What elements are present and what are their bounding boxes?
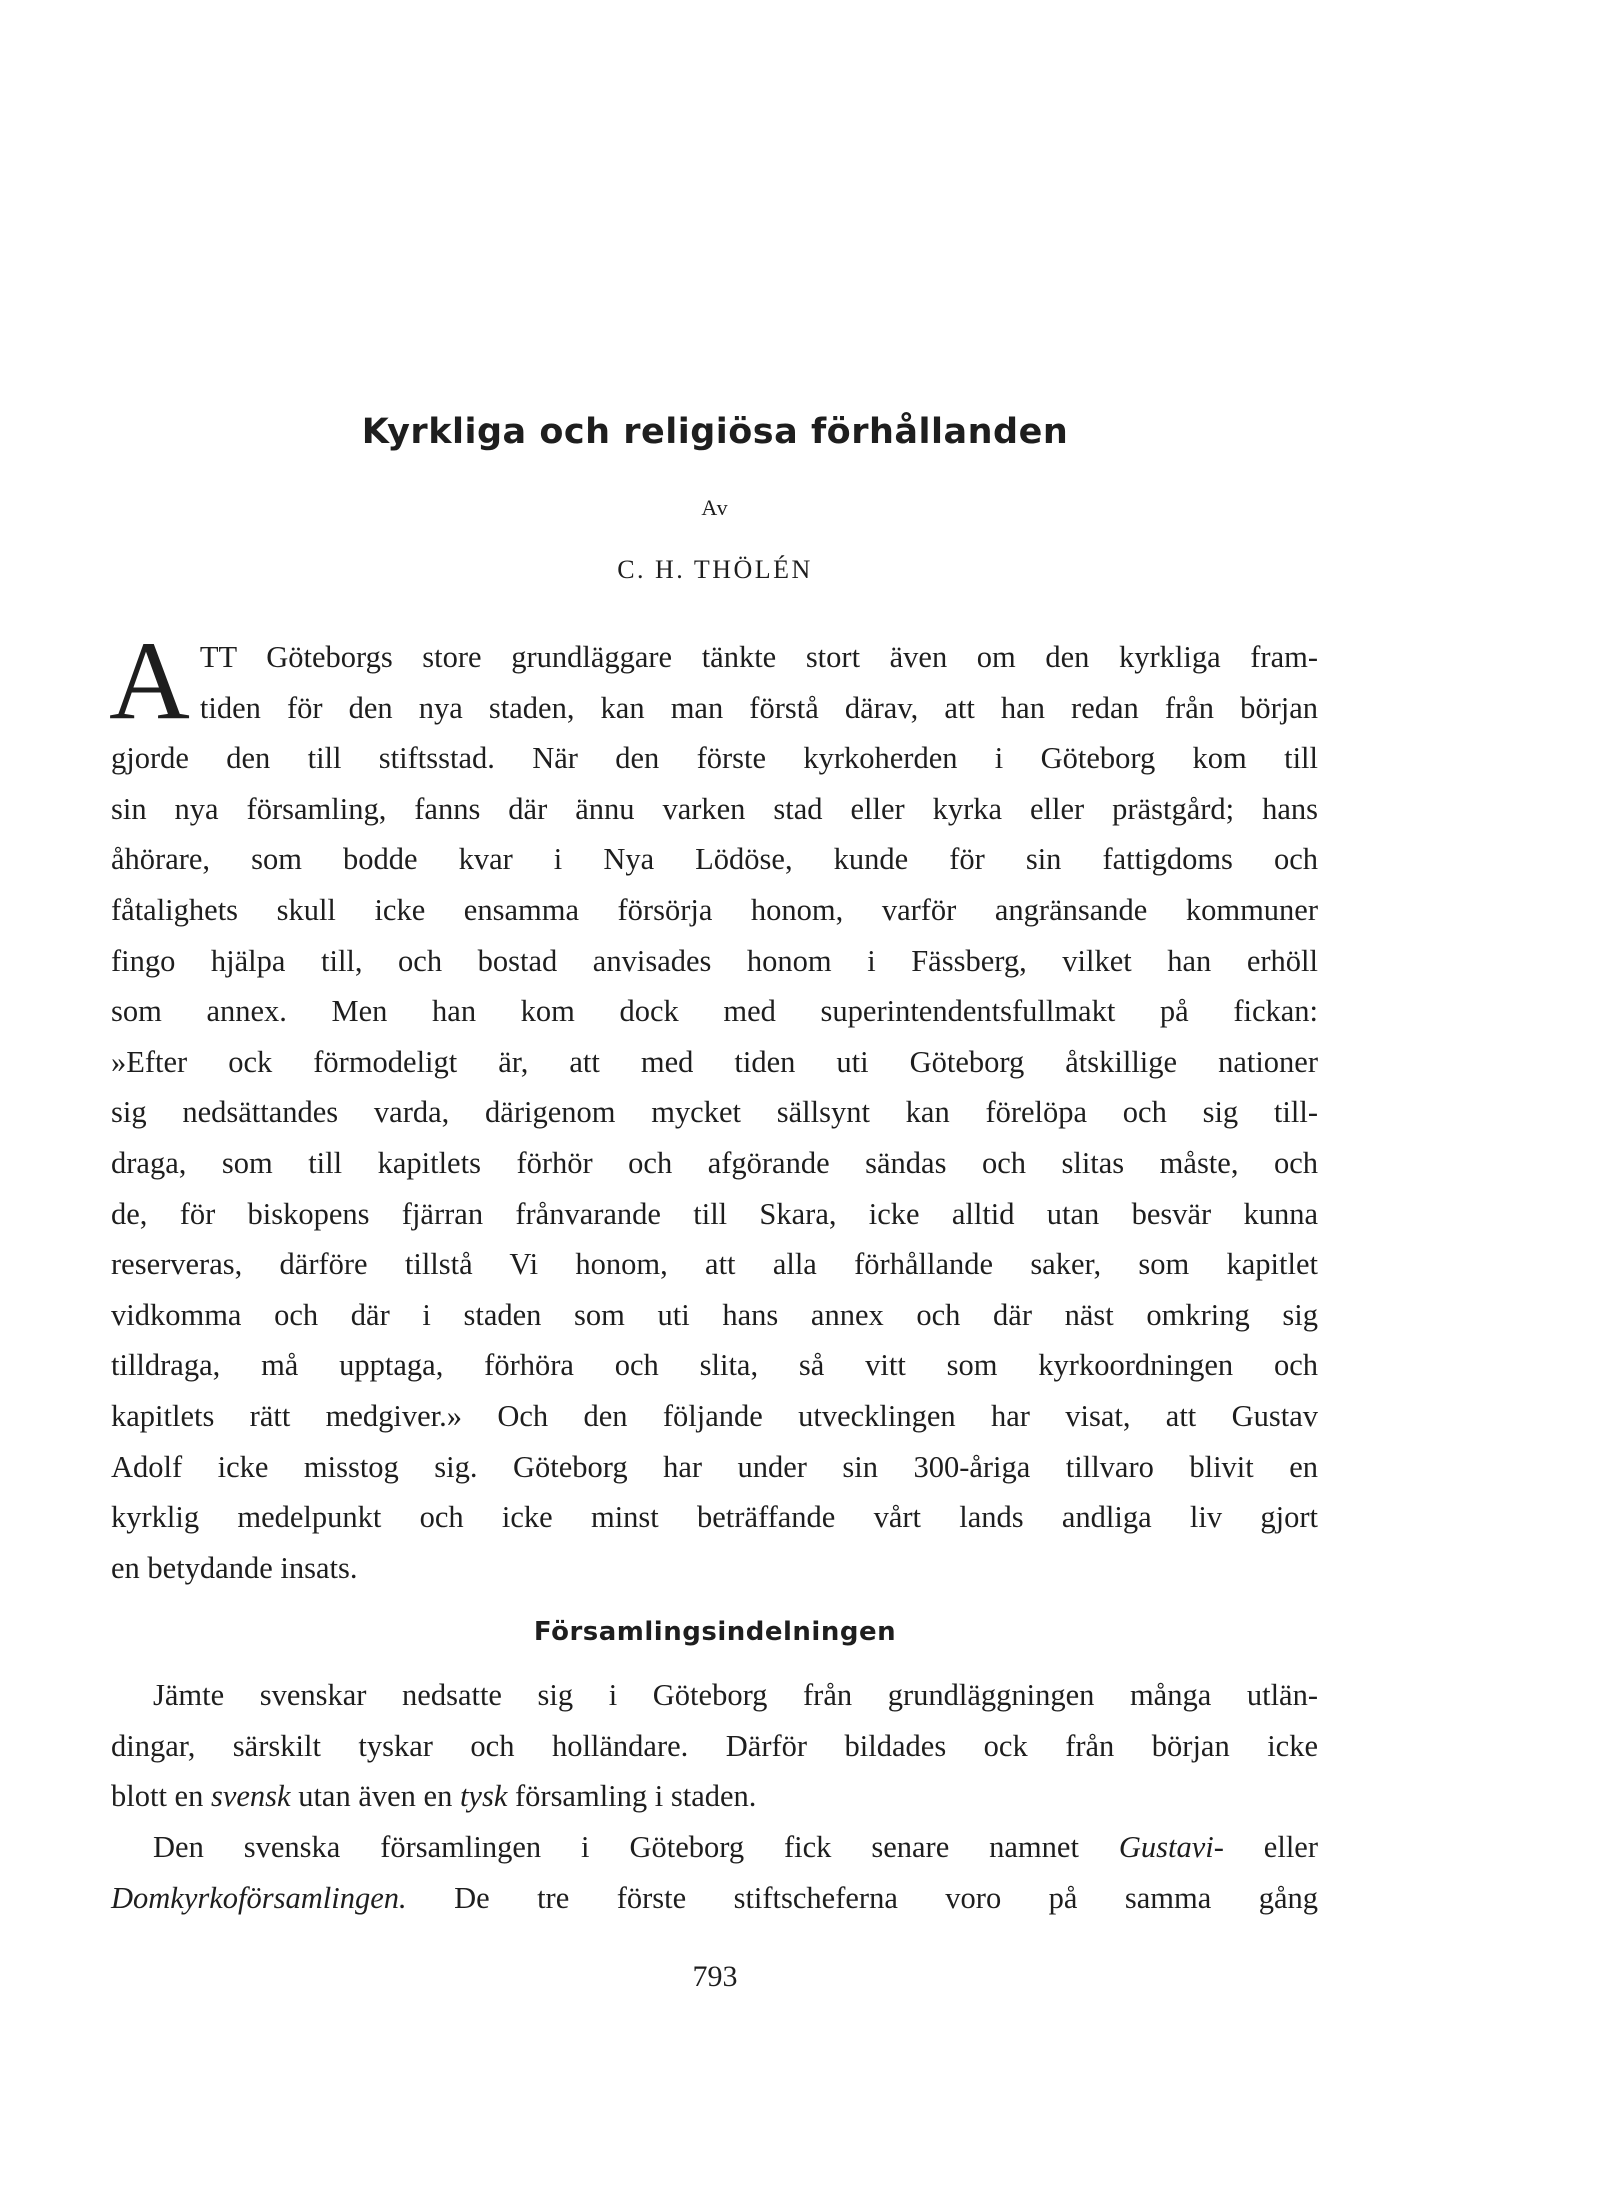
text-run: församling i staden.	[507, 1779, 757, 1814]
text-line: kapitlets rätt medgiver.» Och den följande utvecklingen har visat, att Gustav	[111, 1398, 1318, 1433]
text-line: som annex. Men han kom dock med superintendentsfullmakt på fickan:	[111, 994, 1318, 1029]
page-number: 793	[692, 1960, 738, 1993]
text-line: en betydande insats.	[111, 1550, 358, 1585]
text-line: gjorde den till stiftsstad. När den förste kyrkoherden i Göteborg kom till	[111, 741, 1318, 776]
text-line: dingar, särskilt tyskar och holländare. Därför bildades ock från början icke	[111, 1728, 1318, 1763]
text-run: utan även en	[290, 1779, 460, 1814]
text-line: åhörare, som bodde kvar i Nya Lödöse, kunde för sin fattigdoms och	[111, 842, 1318, 877]
drop-cap: A	[109, 619, 190, 743]
text-line: de, för biskopens fjärran frånvarande till Skara, icke alltid utan besvär kunna	[111, 1196, 1318, 1231]
paragraph-intro	[109, 619, 1318, 1593]
text-line: kyrklig medelpunkt och icke minst beträffande vårt lands andliga liv gjort	[111, 1500, 1318, 1535]
italic-term: Domkyrkoförsamlingen.	[111, 1880, 407, 1915]
italic-term: tysk	[459, 1779, 508, 1814]
text-line	[111, 1771, 1318, 1822]
text-line: tiden för den nya staden, kan man förstå därav, att han redan från början	[199, 690, 1318, 725]
text-run: Den svenska församlingen i Göteborg fick senare namnet	[153, 1830, 1119, 1864]
text-line: draga, som till kapitlets förhör och afgörande sändas och slitas måste, och	[111, 1145, 1318, 1180]
paragraph-swedish-parish	[111, 1822, 1318, 1923]
text-line: tilldraga, må upptaga, förhöra och slita, så vitt som kyrkoordningen och	[111, 1348, 1318, 1383]
italic-term: svensk	[210, 1779, 291, 1814]
paragraph-settlers	[111, 1670, 1318, 1822]
text-line	[111, 1822, 1318, 1873]
text-line: Adolf icke misstog sig. Göteborg har under sin 300-åriga tillvaro blivit en	[111, 1449, 1318, 1484]
text-line: sig nedsättandes varda, därigenom mycket sällsynt kan förelöpa och sig till-	[111, 1095, 1318, 1130]
author-name: C. H. THÖLÉN	[617, 555, 813, 584]
text-line: reserveras, därföre tillstå Vi honom, att alla förhållande saker, som kapitlet	[111, 1247, 1318, 1282]
article-title: Kyrkliga och religiösa förhållanden	[361, 412, 1069, 452]
text-line: »Efter ock förmodeligt är, att med tiden uti Göteborg åtskillige nationer	[111, 1044, 1318, 1079]
text-line: TT Göteborgs store grundläggare tänkte stort även om den kyrkliga fram-	[199, 640, 1318, 674]
text-line: fingo hjälpa till, och bostad anvisades honom i Fässberg, vilket han erhöll	[111, 943, 1318, 978]
text-run: blott en	[111, 1779, 211, 1814]
section-heading: Församlingsindelningen	[533, 1617, 897, 1647]
text-run: eller	[1223, 1830, 1318, 1864]
text-line: vidkomma och där i staden som uti hans annex och där näst omkring sig	[111, 1297, 1318, 1332]
text-line: Jämte svenskar nedsatte sig i Göteborg från grundläggningen många utlän-	[153, 1678, 1318, 1712]
text-line: fåtalighets skull icke ensamma försörja honom, varför angränsande kommuner	[111, 892, 1318, 927]
text-run: De tre förste stiftscheferna voro på samma gång	[406, 1880, 1318, 1915]
text-line: sin nya församling, fanns där ännu varken stad eller kyrka eller prästgård; hans	[111, 791, 1318, 826]
italic-term: Gustavi-	[1118, 1830, 1224, 1864]
text-line	[111, 1873, 1318, 1924]
byline-label: Av	[701, 495, 729, 520]
